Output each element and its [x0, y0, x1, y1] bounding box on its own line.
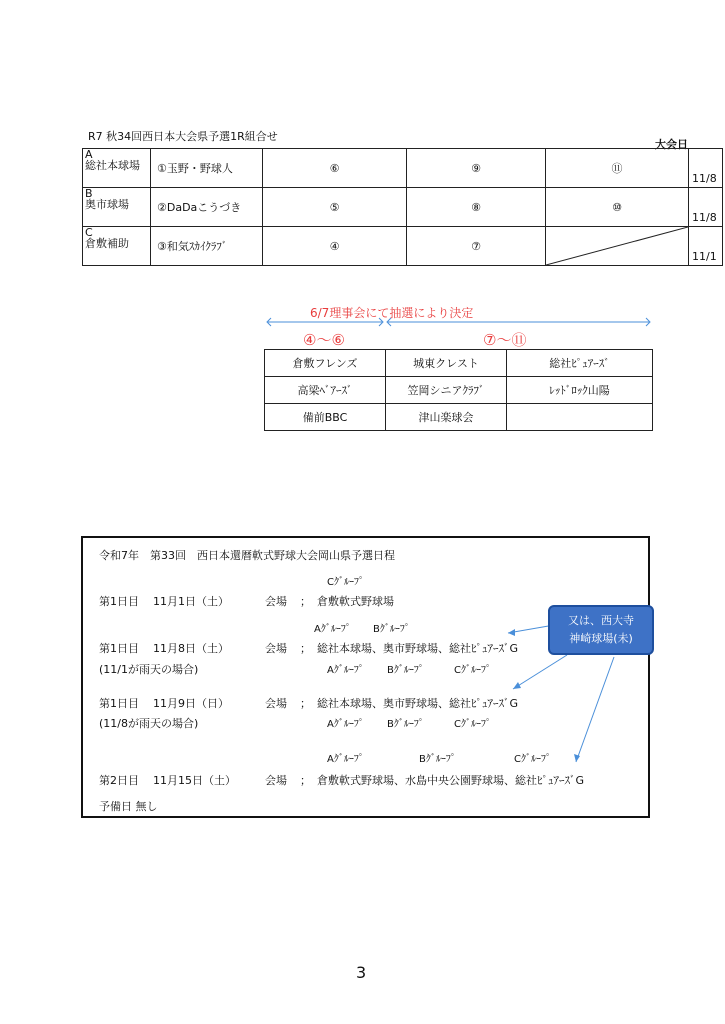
- team-cell: 倉敷フレンズ: [265, 350, 386, 377]
- group-label: Cｸﾞﾙｰﾌﾟ: [454, 719, 491, 730]
- seed-team: ②DaDaこうづき: [151, 188, 263, 227]
- schedule-venues: 総社本球場、奥市野球場、総社ﾋﾟｭｱｰｽﾞG: [317, 642, 519, 655]
- venue-label: 会場: [265, 774, 287, 787]
- venue-name: 倉敷補助: [85, 237, 129, 250]
- venue-name: 総社本球場: [85, 159, 140, 172]
- group-label: Aｸﾞﾙｰﾌﾟ: [327, 665, 364, 676]
- separator: ；: [300, 642, 311, 655]
- table-row: [265, 377, 653, 404]
- group-label: Bｸﾞﾙｰﾌﾟ: [373, 624, 410, 635]
- team-cell: 総社ﾋﾟｭｱｰｽﾞ: [507, 350, 653, 377]
- separator: ；: [300, 697, 311, 710]
- draw-decision-note: 6/7理事会にて抽選により決定: [310, 306, 474, 320]
- schedule-title: 令和7年 第33回 西日本還暦軟式野球大会岡山県予選日程: [99, 549, 395, 562]
- venue-letter: C: [85, 226, 93, 239]
- bracket-table: [82, 148, 723, 266]
- group-label: Aｸﾞﾙｰﾌﾟ: [327, 719, 364, 730]
- group-label: Bｸﾞﾙｰﾌﾟ: [419, 754, 456, 765]
- slot-number: ⑩: [546, 188, 689, 227]
- bracket-row-a: [83, 149, 723, 188]
- bracket-title: R7 秋34回西日本大会県予選1R組合せ: [88, 130, 278, 143]
- double-arrow-icon: [385, 317, 652, 327]
- schedule-date: 11月8日（土）: [153, 642, 229, 655]
- schedule-venues: 総社本球場、奥市野球場、総社ﾋﾟｭｱｰｽﾞG: [317, 697, 519, 710]
- venue-cell: [83, 227, 151, 266]
- schedule-date: 11月1日（土）: [153, 595, 229, 608]
- team-cell: 笠岡シニアｸﾗﾌﾞ: [386, 377, 507, 404]
- group-label: Bｸﾞﾙｰﾌﾟ: [387, 665, 424, 676]
- seed-team: ③和気ｽｶｲｸﾗﾌﾞ: [151, 227, 263, 266]
- group-label: Cｸﾞﾙｰﾌﾟ: [327, 577, 364, 588]
- diagonal-line: [546, 227, 688, 265]
- schedule-venues: 倉敷軟式野球場: [317, 595, 394, 608]
- page-number: 3: [356, 963, 367, 982]
- slot-number: ⑨: [407, 149, 546, 188]
- venue-label: 会場: [265, 595, 287, 608]
- table-row: [265, 404, 653, 431]
- schedule-date: 11月15日（土）: [153, 774, 236, 787]
- slot-number: ④: [263, 227, 407, 266]
- separator: ；: [300, 595, 311, 608]
- match-date: 11/8: [689, 188, 723, 227]
- group-label: Bｸﾞﾙｰﾌﾟ: [387, 719, 424, 730]
- rain-note: (11/1が雨天の場合): [99, 663, 199, 676]
- schedule-day: 第1日目: [99, 642, 139, 655]
- seed-team: ①玉野・野球人: [151, 149, 263, 188]
- slot-number: ⑥: [263, 149, 407, 188]
- group-label: Cｸﾞﾙｰﾌﾟ: [514, 754, 551, 765]
- venue-alternative-callout: [548, 605, 654, 655]
- draw-candidates-table: [264, 349, 653, 431]
- match-date: 11/1: [689, 227, 723, 266]
- group-label: Cｸﾞﾙｰﾌﾟ: [454, 665, 491, 676]
- schedule-day: 第1日目: [99, 595, 139, 608]
- slot-number: ⑧: [407, 188, 546, 227]
- venue-cell: [83, 149, 151, 188]
- callout-line: 又は、西大寺: [568, 614, 634, 627]
- reserve-day: 予備日 無し: [99, 800, 158, 813]
- group-label: Aｸﾞﾙｰﾌﾟ: [314, 624, 351, 635]
- slot-number: ⑪: [546, 149, 689, 188]
- team-cell: 津山楽球会: [386, 404, 507, 431]
- schedule-day: 第2日目: [99, 774, 139, 787]
- date-column-header: 大会日: [655, 138, 688, 151]
- venue-label: 会場: [265, 642, 287, 655]
- match-date: 11/8: [689, 149, 723, 188]
- schedule-venues: 倉敷軟式野球場、水島中央公園野球場、総社ﾋﾟｭｱｰｽﾞG: [317, 774, 585, 787]
- team-cell: 備前BBC: [265, 404, 386, 431]
- rain-note: (11/8が雨天の場合): [99, 717, 199, 730]
- slot-number: ⑤: [263, 188, 407, 227]
- team-cell: [507, 404, 653, 431]
- empty-slot-crossed: [546, 227, 689, 266]
- venue-letter: B: [85, 187, 93, 200]
- venue-label: 会場: [265, 697, 287, 710]
- team-cell: 高梁ﾍﾞｱｰｽﾞ: [265, 377, 386, 404]
- callout-line: 神崎球場(未): [569, 632, 633, 645]
- schedule-day: 第1日目: [99, 697, 139, 710]
- group-label: Aｸﾞﾙｰﾌﾟ: [327, 754, 364, 765]
- schedule-date: 11月9日（日）: [153, 697, 229, 710]
- table-row: [265, 350, 653, 377]
- venue-name: 奥市球場: [85, 198, 129, 211]
- slot-range-left: ④～⑥: [303, 331, 345, 349]
- team-cell: ﾚｯﾄﾞﾛｯｸ山陽: [507, 377, 653, 404]
- separator: ；: [300, 774, 311, 787]
- venue-cell: [83, 188, 151, 227]
- slot-range-right: ⑦～⑪: [483, 331, 527, 349]
- team-cell: 城東クレスト: [386, 350, 507, 377]
- slot-number: ⑦: [407, 227, 546, 266]
- bracket-row-c: [83, 227, 723, 266]
- bracket-row-b: [83, 188, 723, 227]
- double-arrow-icon: [265, 317, 385, 327]
- schedule-box: [81, 536, 650, 818]
- venue-letter: A: [85, 148, 93, 161]
